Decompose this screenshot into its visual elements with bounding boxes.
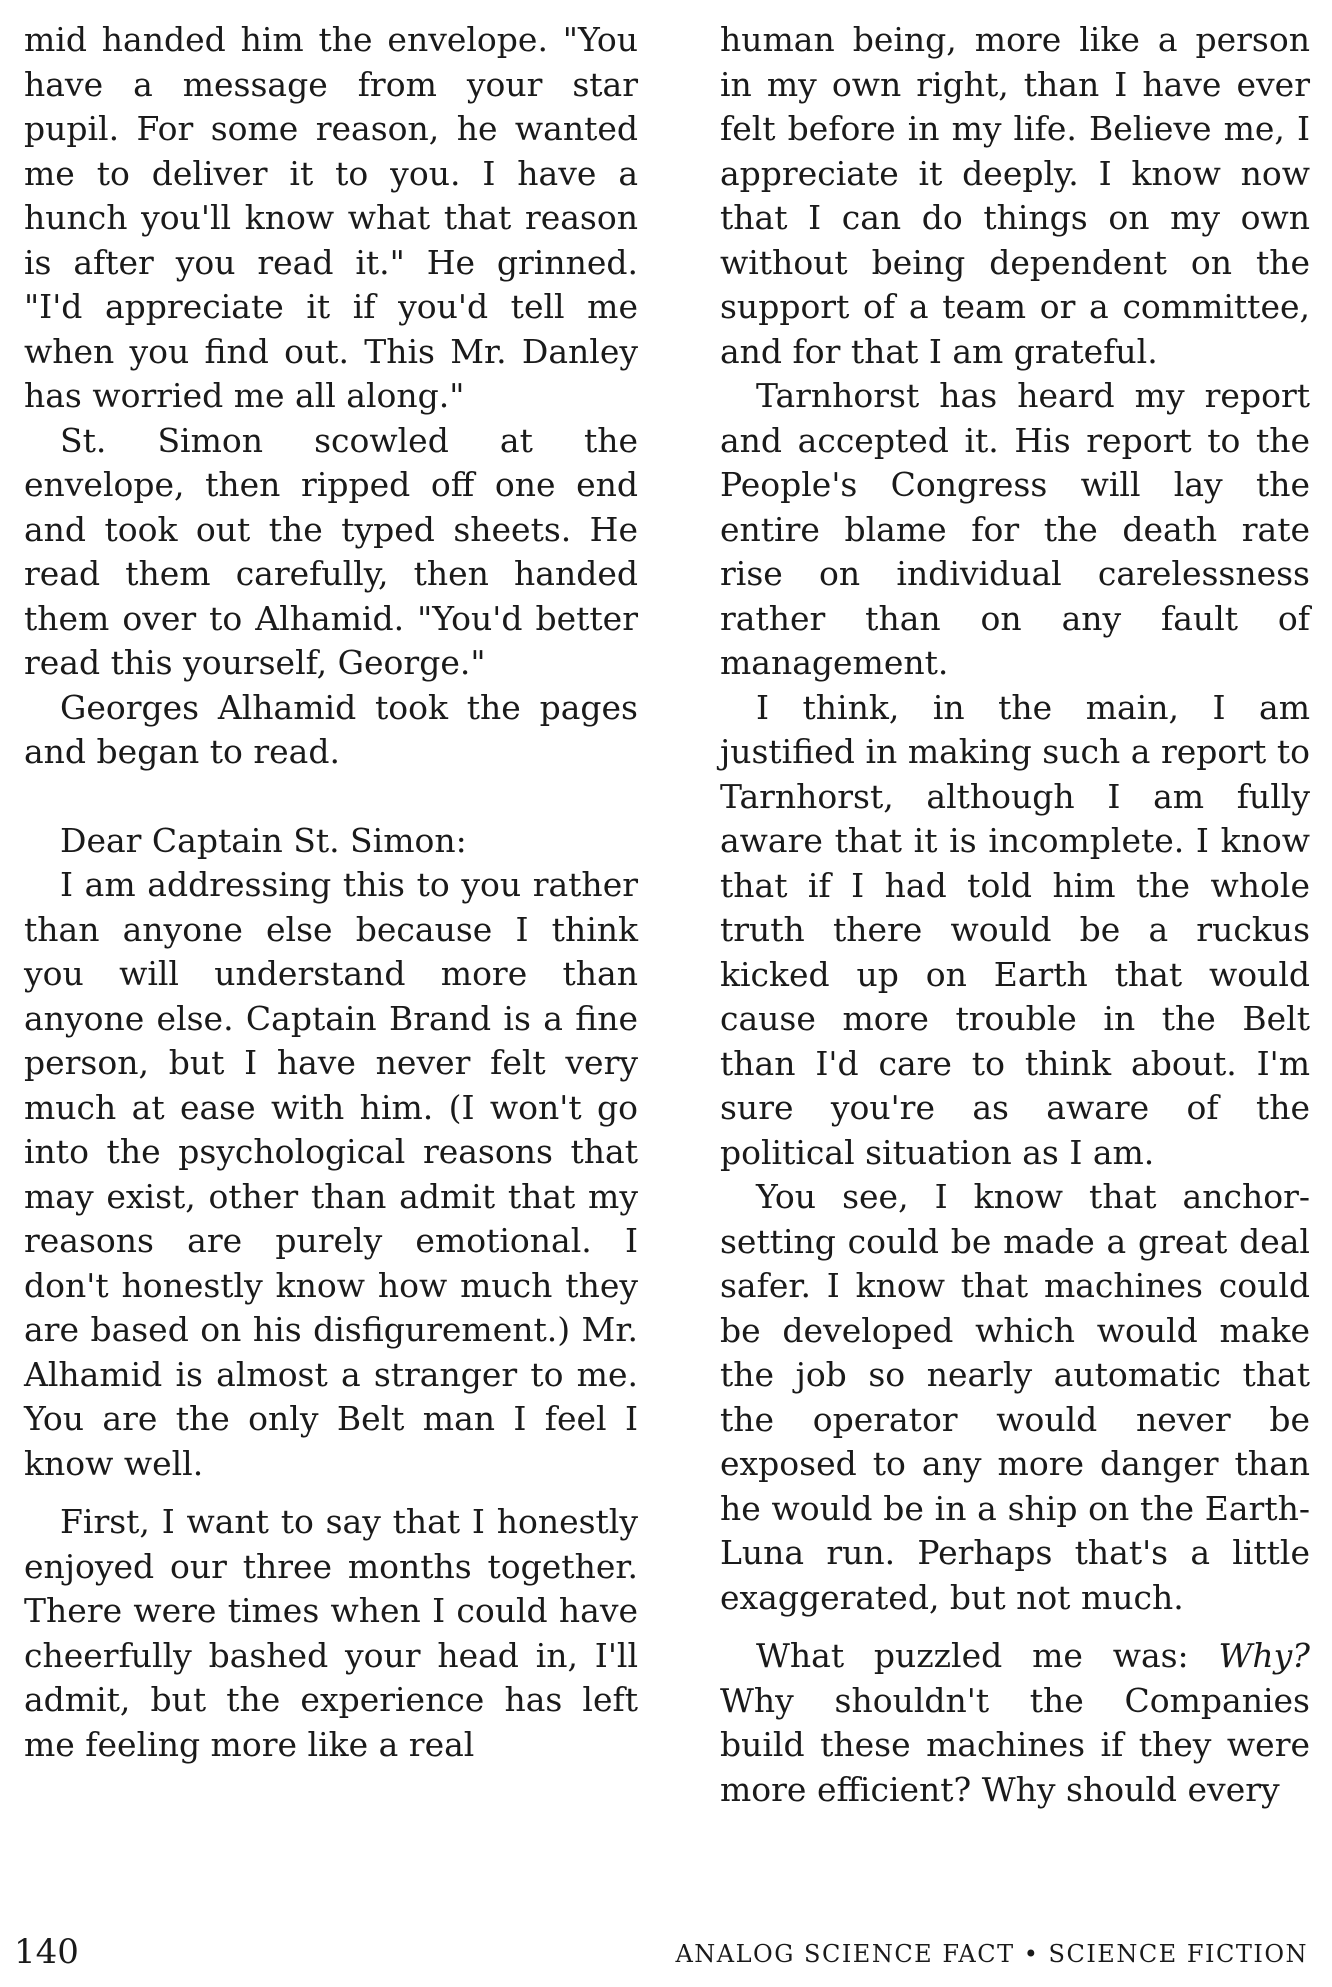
paragraph: Georges Alhamid took the pages and began to read. (24, 687, 638, 771)
page-footer (0, 1930, 1332, 1974)
letter-salutation: Dear Captain St. Simon: (60, 820, 467, 860)
running-title: ANALOG SCIENCE FACT • SCIENCE FICTION (675, 1940, 1308, 1968)
paragraph: I am addressing this to you rather than anyone else because I think you will understand more than anyone else. Captain Brand is a fine person, but I have never felt very much at ease with him. (I won't go into the psychological reasons that may exist, other than admit that my reasons are purely emotional. I don't honestly know how much they are based on his disfigurement.) Mr. Alhamid is almost a stranger to me. You are the only Belt man I feel I know well. (24, 865, 638, 1483)
paragraph: St. Simon scowled at the envelope, then ripped off one end and took out the typed sheets. He read them carefully, then handed them over to Alhamid. "You'd better read this yourself, George." (24, 420, 638, 682)
paragraph: mid handed him the envelope. "You have a message from your star pupil. For some reason, he wanted me to deliver it to you. I have a hunch you'll know what that reason is after you read it." He grinned. "I'd appreciate it if you'd tell me when you find out. This Mr. Danley has worried me all along." (24, 20, 638, 415)
right-column (720, 18, 1310, 1812)
paragraph: I think, in the main, I am justified in making such a report to Tarnhorst, although I am fully aware that it is incomplete. I know that if I had told him the whole truth there would be a ruckus kicked up on Earth that would cause more trouble in the Belt than I'd care to think about. I'm sure you're as aware of the political situation as I am. (720, 687, 1310, 1172)
paragraph: Tarnhorst has heard my report and accepted it. His report to the People's Congress will lay the entire blame for the death rate rise on individual carelessness rather than on any fault of management. (720, 376, 1310, 682)
paragraph-text: Why shouldn't the Companies build these machines if they were more efficient? Why should every (720, 1680, 1310, 1809)
paragraph-text: What puzzled me was: (756, 1636, 1219, 1675)
paragraph: You see, I know that anchor-setting could be made a great deal safer. I know that machines could be developed which would make the job so nearly automatic that the operator would never be exposed to any more danger than he would be in a ship on the Earth-Luna run. Perhaps that's a little exaggerated, but not much. (720, 1177, 1310, 1617)
paragraph: First, I want to say that I honestly enjoyed our three months together. There were times when I could have cheerfully bashed your head in, I'll admit, but the experience has left me feeling more like a real (24, 1502, 638, 1764)
paragraph (720, 1634, 1310, 1812)
paragraph: human being, more like a person in my own right, than I have ever felt before in my life. Believe me, I appreciate it deeply. I know now that I can do things on my own without being dependent on the support of a team or a committee, and for that I am grateful. (720, 20, 1310, 371)
left-column (24, 18, 638, 1767)
page-number: 140 (14, 1932, 79, 1972)
emphasis-text: Why? (1218, 1636, 1310, 1675)
